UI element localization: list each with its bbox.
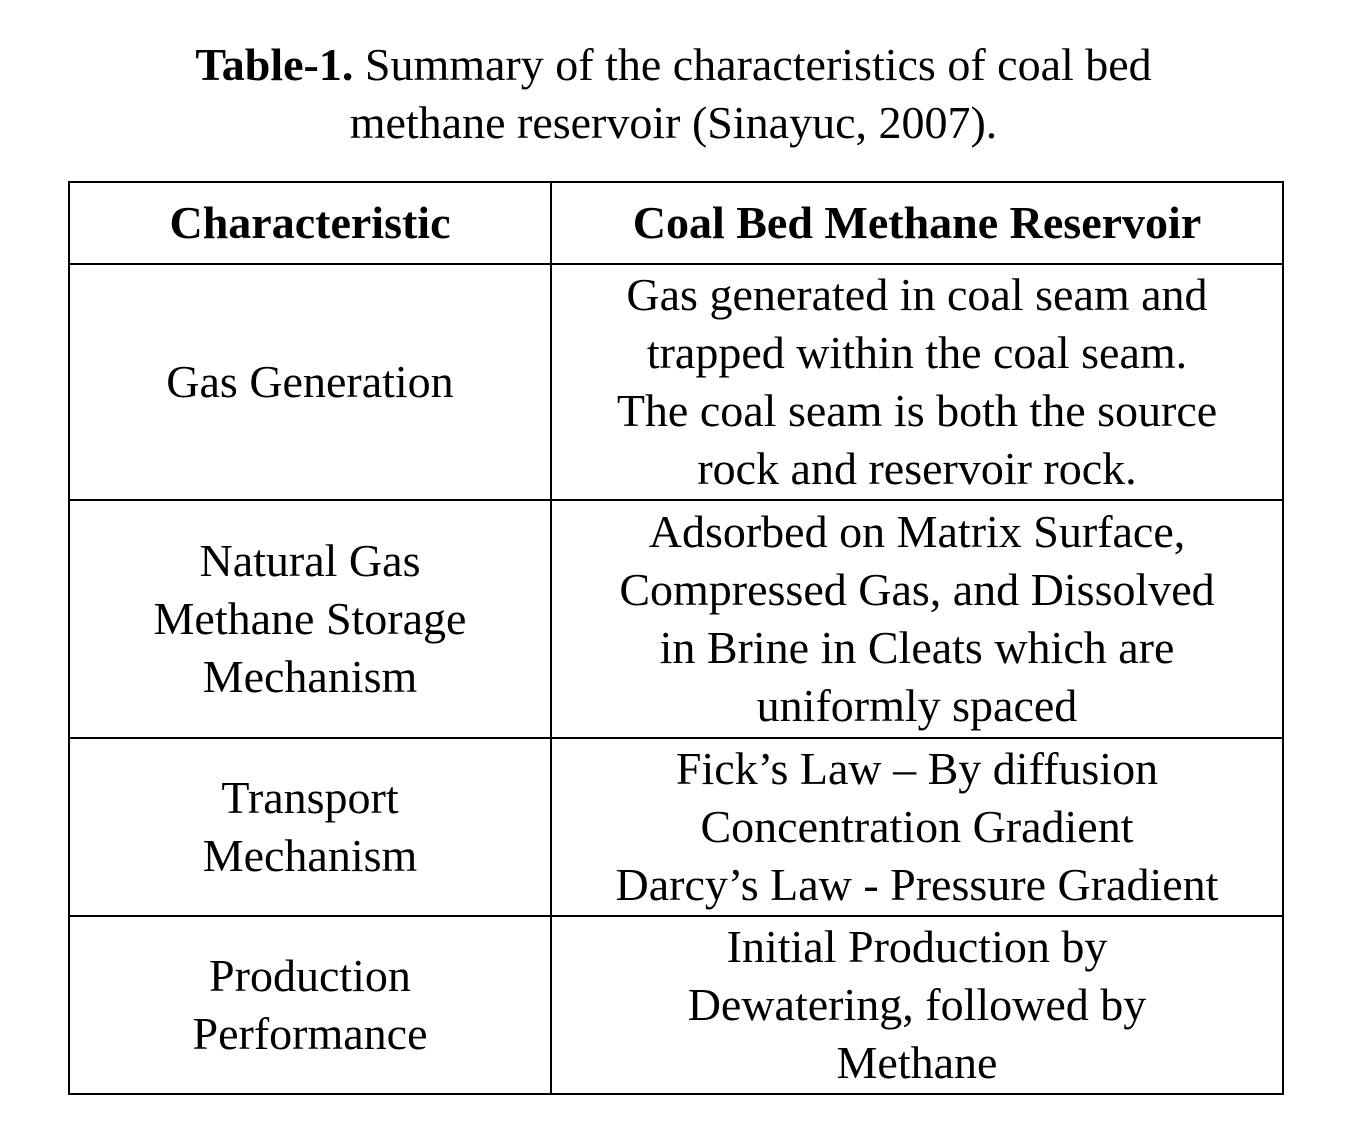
- cell-line: Darcy’s Law - Pressure Gradient: [615, 859, 1219, 910]
- cell-line: Dewatering, followed by: [687, 979, 1147, 1030]
- cell-line: Natural Gas: [199, 535, 421, 586]
- characteristics-table: [68, 181, 1284, 1095]
- cell-line: Fick’s Law – By diffusion: [675, 743, 1159, 794]
- cell-line: Initial Production by: [726, 921, 1108, 972]
- table-row: [69, 264, 1283, 500]
- caption-line-2: methane reservoir (Sinayuc, 2007).: [349, 97, 998, 148]
- cell-description: [551, 500, 1283, 738]
- table-caption: [0, 36, 1347, 152]
- caption-line-1: [0, 36, 1347, 94]
- cell-characteristic: [69, 916, 551, 1094]
- cell-line: Performance: [192, 1008, 428, 1059]
- table-header-row: [69, 182, 1283, 264]
- header-coal-bed-methane-reservoir: Coal Bed Methane Reservoir: [551, 182, 1283, 264]
- cell-line: trapped within the coal seam.: [646, 327, 1188, 378]
- cell-line: Methane: [836, 1037, 998, 1088]
- cell-line: Gas generated in coal seam and: [626, 269, 1208, 320]
- cell-line: in Brine in Cleats which are: [659, 622, 1175, 673]
- cell-description: [551, 264, 1283, 500]
- cell-line: Concentration Gradient: [700, 801, 1134, 852]
- cell-line: rock and reservoir rock.: [697, 443, 1137, 494]
- cell-line: Methane Storage: [153, 593, 467, 644]
- cell-line: Mechanism: [202, 830, 418, 881]
- cell-characteristic: [69, 500, 551, 738]
- cell-line: The coal seam is both the source: [616, 385, 1218, 436]
- cell-description: [551, 916, 1283, 1094]
- cell-line: uniformly spaced: [756, 680, 1078, 731]
- table-row: [69, 738, 1283, 916]
- cell-line: Production: [209, 950, 411, 1001]
- cell-characteristic: [69, 264, 551, 500]
- table-row: [69, 916, 1283, 1094]
- cell-line: Mechanism: [202, 651, 418, 702]
- cell-characteristic: [69, 738, 551, 916]
- caption-text-1: Summary of the characteristics of coal bed: [353, 39, 1152, 90]
- cell-description: [551, 738, 1283, 916]
- header-characteristic: Characteristic: [69, 182, 551, 264]
- cell-line: Transport: [221, 772, 399, 823]
- cell-line: Gas Generation: [166, 356, 454, 407]
- caption-label: Table-1.: [195, 39, 354, 90]
- cell-line: Adsorbed on Matrix Surface,: [648, 506, 1186, 557]
- table-row: [69, 500, 1283, 738]
- cell-line: Compressed Gas, and Dissolved: [619, 564, 1215, 615]
